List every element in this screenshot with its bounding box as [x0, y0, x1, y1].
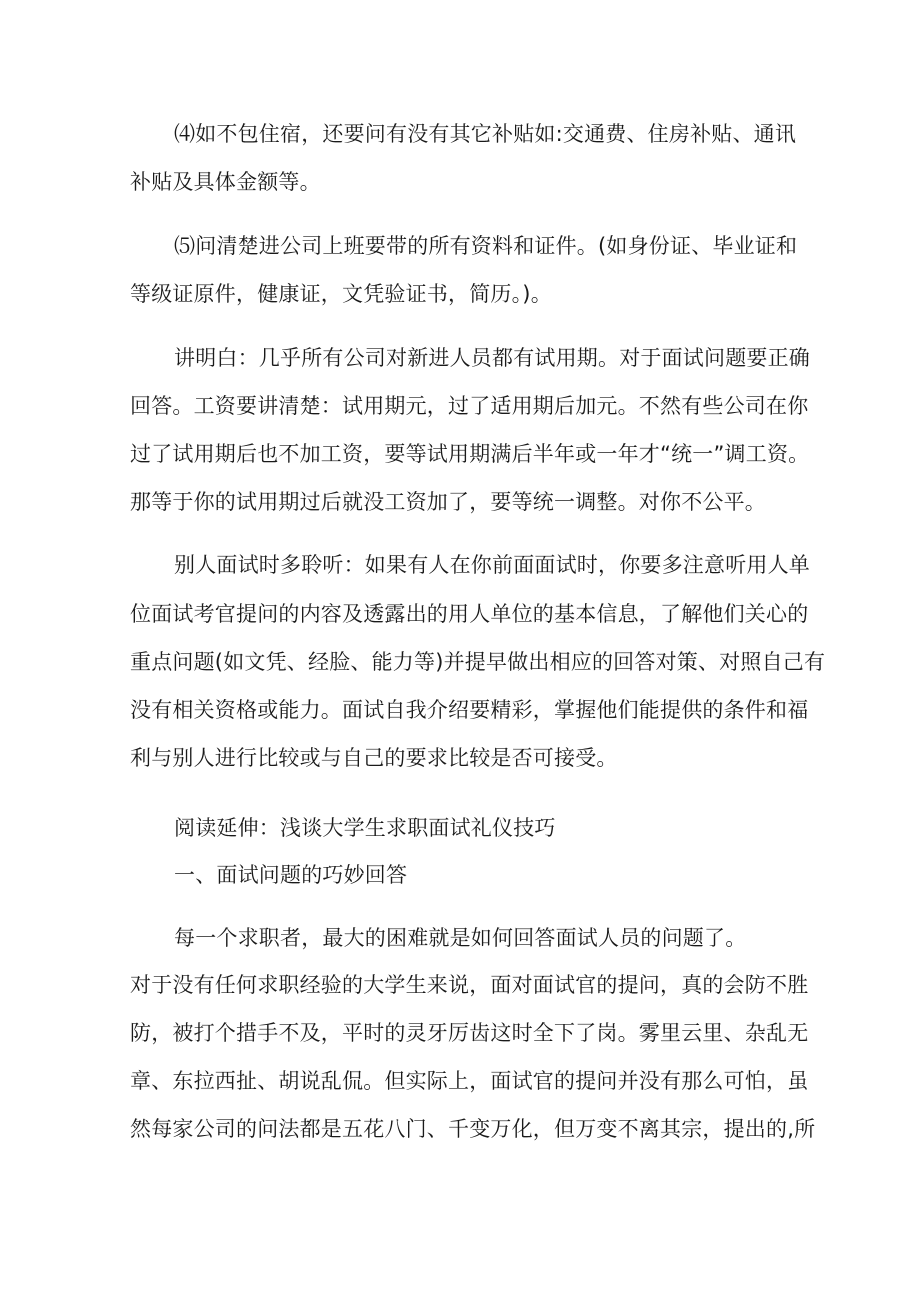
text-line: ⑸问清楚进公司上班要带的所有资料和证件。(如身份证、毕业证和	[174, 234, 798, 258]
text-line: 等级证原件，健康证，文凭验证书，简历。)。	[130, 282, 552, 306]
text-line: 补贴及具体金额等。	[130, 170, 321, 194]
text-line: 对于没有任何求职经验的大学生来说，面对面试官的提问，真的会防不胜	[130, 973, 809, 997]
text-line: 没有相关资格或能力。面试自我介绍要精彩，掌握他们能提供的条件和福	[130, 698, 809, 722]
text-line: 一、面试问题的巧妙回答	[174, 863, 408, 887]
text-line: 然每家公司的问法都是五花八门、千变万化，但万变不离其宗，提出的,所	[130, 1117, 816, 1141]
text-line: 利与别人进行比较或与自己的要求比较是否可接受。	[130, 746, 618, 770]
text-line: 回答。工资要讲清楚：试用期元，过了适用期后加元。不然有些公司在你	[130, 394, 809, 418]
text-line: 每一个求职者，最大的困难就是如何回答面试人员的问题了。	[174, 926, 747, 950]
text-line: 防，被打个措手不及，平时的灵牙厉齿这时全下了岗。雾里云里、杂乱无	[130, 1021, 809, 1045]
text-line: 位面试考官提问的内容及透露出的用人单位的基本信息，了解他们关心的	[130, 602, 809, 626]
text-line: 阅读延伸：浅谈大学生求职面试礼仪技巧	[174, 816, 556, 840]
text-line: 重点问题(如文凭、经脸、能力等)并提早做出相应的回答对策、对照自己有	[130, 650, 826, 674]
text-line: 那等于你的试用期过后就没工资加了，要等统一调整。对你不公平。	[130, 490, 766, 514]
text-line: 过了试用期后也不加工资，要等试用期满后半年或一年才“统一”调工资。	[130, 442, 810, 466]
text-line: ⑷如不包住宿，还要问有没有其它补贴如:交通费、住房补贴、通讯	[174, 122, 797, 146]
text-line: 讲明白：几乎所有公司对新进人员都有试用期。对于面试问题要正确	[174, 346, 810, 370]
text-line: 章、东拉西扯、胡说乱侃。但实际上，面试官的提问并没有那么可怕，虽	[130, 1069, 809, 1093]
text-line: 别人面试时多聆听：如果有人在你前面面试时，你要多注意听用人单	[174, 553, 810, 577]
